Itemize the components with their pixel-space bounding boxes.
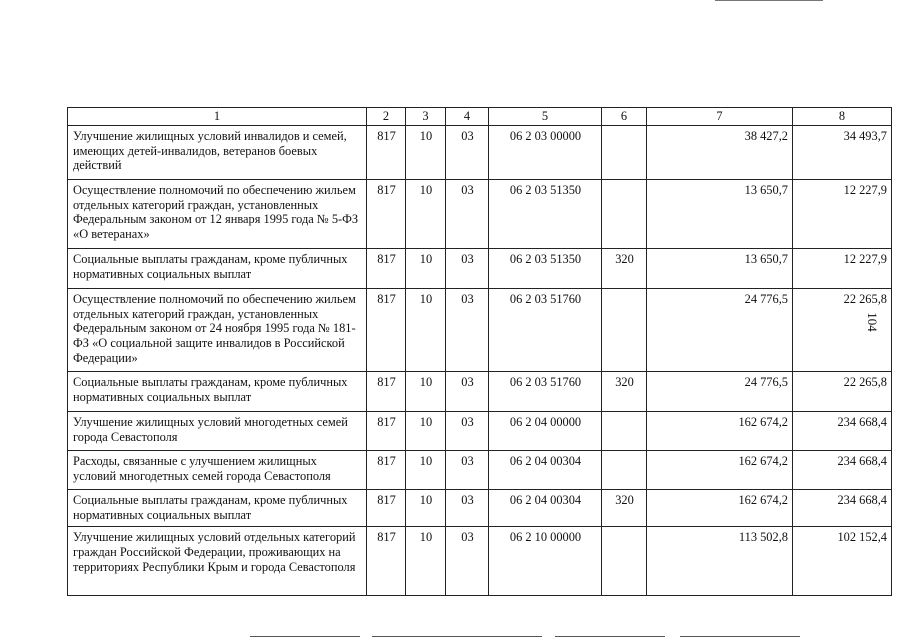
cell-section: 10 <box>406 179 446 248</box>
cell-amount-2: 234 668,4 <box>793 450 892 489</box>
cell-expense-type <box>602 288 647 371</box>
table-row <box>68 450 892 489</box>
cell-amount-1: 113 502,8 <box>647 527 793 596</box>
table-row <box>68 179 892 248</box>
bottom-edge-rule <box>555 636 665 637</box>
column-header: 6 <box>602 108 647 126</box>
cell-subsection: 03 <box>446 288 489 371</box>
cell-section: 10 <box>406 288 446 371</box>
cell-amount-1: 162 674,2 <box>647 450 793 489</box>
cell-expense-type: 320 <box>602 489 647 527</box>
cell-amount-2: 12 227,9 <box>793 179 892 248</box>
cell-ministry-code: 817 <box>367 450 406 489</box>
table-row <box>68 288 892 371</box>
column-header: 5 <box>489 108 602 126</box>
cell-amount-2: 234 668,4 <box>793 411 892 450</box>
column-header: 2 <box>367 108 406 126</box>
cell-expense-type: 320 <box>602 371 647 411</box>
cell-target-article: 06 2 03 51350 <box>489 248 602 288</box>
table-row <box>68 371 892 411</box>
cell-amount-1: 162 674,2 <box>647 411 793 450</box>
column-header: 1 <box>68 108 367 126</box>
cell-amount-2: 22 265,8 <box>793 371 892 411</box>
cell-amount-2: 22 265,8 <box>793 288 892 371</box>
row-name: Осуществление полномочий по обеспечению жильем отдельных категорий граждан, установленных Федеральным законом от 24 ноября 1995 года № 181-ФЗ «О социальной защите инвалидов в Российской Федерации» <box>68 288 367 371</box>
cell-target-article: 06 2 03 51760 <box>489 371 602 411</box>
column-header: 4 <box>446 108 489 126</box>
cell-expense-type <box>602 125 647 179</box>
cell-subsection: 03 <box>446 411 489 450</box>
bottom-edge-rule <box>680 636 800 637</box>
row-name: Расходы, связанные с улучшением жилищных условий многодетных семей города Севастополя <box>68 450 367 489</box>
row-name: Социальные выплаты гражданам, кроме публичных нормативных социальных выплат <box>68 371 367 411</box>
cell-amount-1: 13 650,7 <box>647 248 793 288</box>
cell-subsection: 03 <box>446 248 489 288</box>
cell-expense-type <box>602 527 647 596</box>
cell-target-article: 06 2 03 51760 <box>489 288 602 371</box>
cell-section: 10 <box>406 371 446 411</box>
table-row <box>68 411 892 450</box>
cell-section: 10 <box>406 450 446 489</box>
cell-ministry-code: 817 <box>367 125 406 179</box>
top-edge-rule <box>715 0 823 1</box>
cell-amount-2: 102 152,4 <box>793 527 892 596</box>
row-name: Улучшение жилищных условий многодетных семей города Севастополя <box>68 411 367 450</box>
cell-target-article: 06 2 10 00000 <box>489 527 602 596</box>
column-header: 7 <box>647 108 793 126</box>
cell-subsection: 03 <box>446 125 489 179</box>
cell-subsection: 03 <box>446 371 489 411</box>
cell-ministry-code: 817 <box>367 371 406 411</box>
cell-expense-type <box>602 179 647 248</box>
cell-ministry-code: 817 <box>367 179 406 248</box>
cell-ministry-code: 817 <box>367 489 406 527</box>
cell-ministry-code: 817 <box>367 527 406 596</box>
cell-amount-1: 24 776,5 <box>647 288 793 371</box>
page-number: 104 <box>865 312 880 332</box>
row-name: Осуществление полномочий по обеспечению жильем отдельных категорий граждан, установленных Федеральным законом от 12 января 1995 года № 5-ФЗ «О ветеранах» <box>68 179 367 248</box>
cell-section: 10 <box>406 248 446 288</box>
cell-amount-1: 13 650,7 <box>647 179 793 248</box>
cell-target-article: 06 2 03 51350 <box>489 179 602 248</box>
table-header-row <box>68 108 892 126</box>
cell-subsection: 03 <box>446 527 489 596</box>
row-name: Улучшение жилищных условий инвалидов и семей, имеющих детей-инвалидов, ветеранов боевых действий <box>68 125 367 179</box>
cell-amount-2: 12 227,9 <box>793 248 892 288</box>
row-name: Социальные выплаты гражданам, кроме публичных нормативных социальных выплат <box>68 489 367 527</box>
cell-amount-1: 24 776,5 <box>647 371 793 411</box>
bottom-edge-rule <box>250 636 360 637</box>
column-header: 8 <box>793 108 892 126</box>
cell-subsection: 03 <box>446 179 489 248</box>
cell-section: 10 <box>406 125 446 179</box>
cell-section: 10 <box>406 527 446 596</box>
cell-expense-type: 320 <box>602 248 647 288</box>
cell-ministry-code: 817 <box>367 411 406 450</box>
table-row <box>68 527 892 596</box>
row-name: Улучшение жилищных условий отдельных категорий граждан Российской Федерации, проживающих на территориях Республики Крым и города Севастополя <box>68 527 367 596</box>
cell-amount-1: 38 427,2 <box>647 125 793 179</box>
cell-section: 10 <box>406 489 446 527</box>
cell-ministry-code: 817 <box>367 248 406 288</box>
column-header: 3 <box>406 108 446 126</box>
cell-target-article: 06 2 04 00304 <box>489 450 602 489</box>
row-name: Социальные выплаты гражданам, кроме публичных нормативных социальных выплат <box>68 248 367 288</box>
cell-expense-type <box>602 450 647 489</box>
cell-ministry-code: 817 <box>367 288 406 371</box>
table-row <box>68 125 892 179</box>
cell-section: 10 <box>406 411 446 450</box>
table-row <box>68 248 892 288</box>
cell-expense-type <box>602 411 647 450</box>
budget-table <box>67 107 892 596</box>
cell-target-article: 06 2 03 00000 <box>489 125 602 179</box>
cell-subsection: 03 <box>446 450 489 489</box>
cell-amount-2: 34 493,7 <box>793 125 892 179</box>
cell-target-article: 06 2 04 00304 <box>489 489 602 527</box>
cell-target-article: 06 2 04 00000 <box>489 411 602 450</box>
cell-subsection: 03 <box>446 489 489 527</box>
cell-amount-2: 234 668,4 <box>793 489 892 527</box>
cell-amount-1: 162 674,2 <box>647 489 793 527</box>
table-row <box>68 489 892 527</box>
bottom-edge-rule <box>372 636 542 637</box>
